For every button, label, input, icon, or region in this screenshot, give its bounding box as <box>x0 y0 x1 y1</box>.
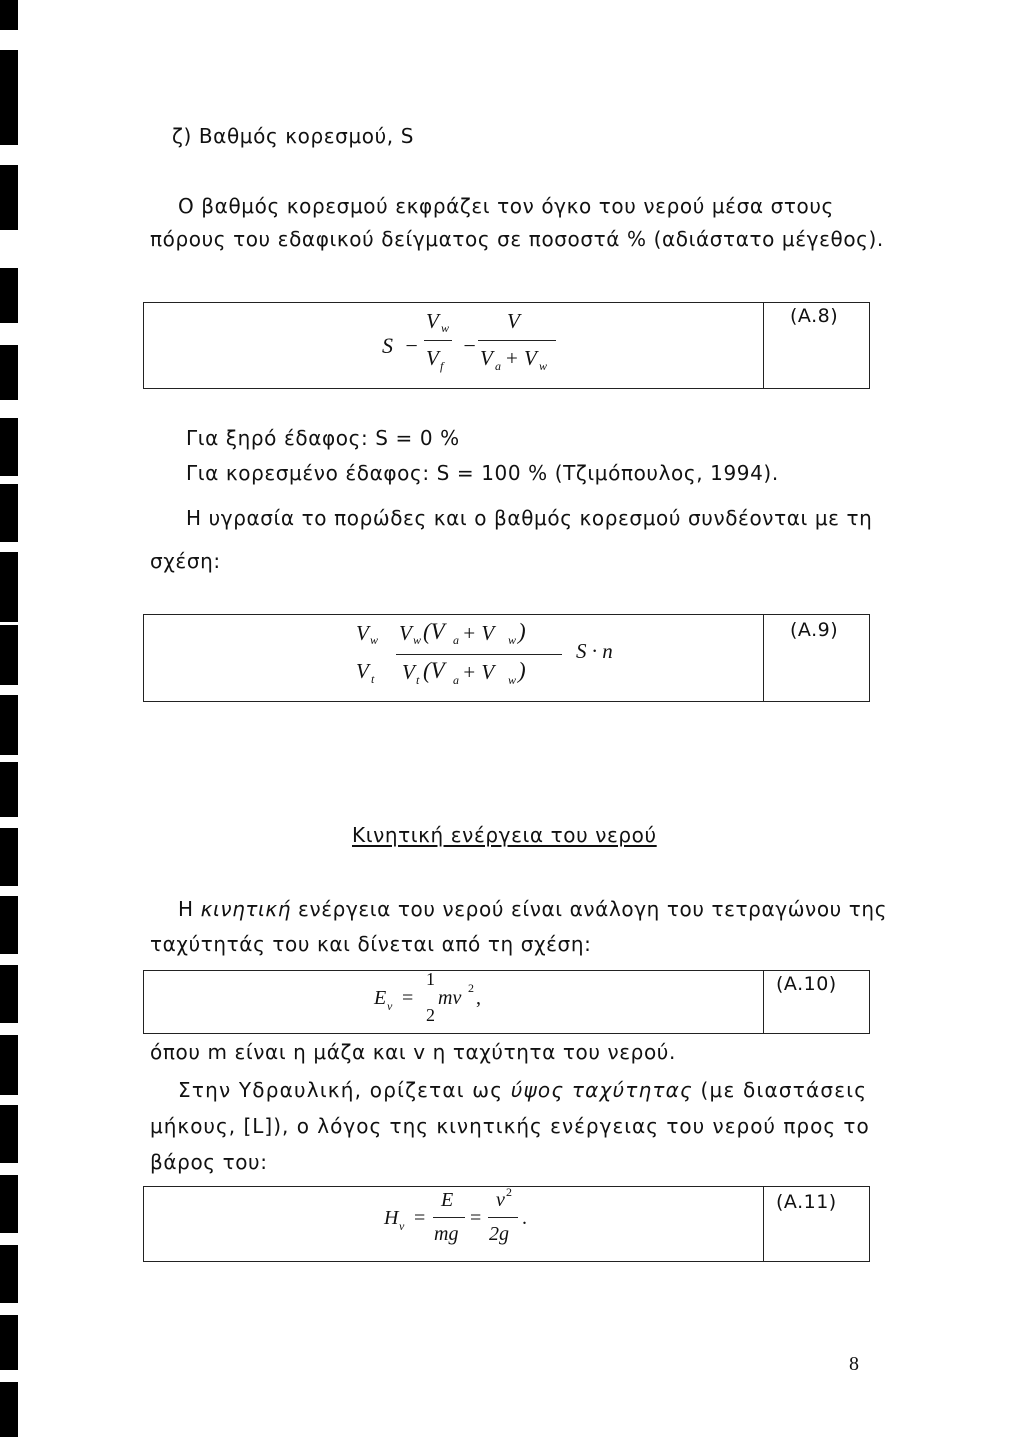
scan-edge-mark <box>0 896 18 954</box>
text-run <box>564 1078 572 1102</box>
eq-symbol: V <box>402 660 415 684</box>
page-number: 8 <box>849 1353 859 1375</box>
text-run: ενέργεια του νερού είναι ανάλογη του τετραγώνου της <box>291 897 888 921</box>
scan-edge-mark <box>0 1105 18 1163</box>
eq-symbol: − <box>462 333 477 358</box>
text-run: Η <box>178 897 201 921</box>
eq-symbol: ) <box>518 619 526 644</box>
eq-symbol: V <box>356 659 369 683</box>
eq-symbol: t <box>371 672 375 686</box>
eq-symbol: (V <box>423 658 445 683</box>
paragraph-line: σχέση: <box>150 549 221 573</box>
eq-symbol: , <box>476 987 481 1009</box>
eq-symbol: V <box>507 309 520 333</box>
eq-symbol: 2 <box>468 981 474 995</box>
paragraph-line: Ο βαθμός κορεσμού εκφράζει τον όγκο του νερού μέσα στους <box>178 194 834 218</box>
eq-symbol: (V <box>423 619 445 644</box>
equation-number: (A.11) <box>776 1191 837 1213</box>
eq-symbol: − <box>404 333 419 358</box>
paragraph-line: βάρος του: <box>150 1150 268 1174</box>
eq-symbol: v <box>399 1219 405 1233</box>
scan-edge-mark <box>0 484 18 542</box>
eq-symbol: H <box>384 1207 399 1229</box>
scan-edge-mark <box>0 625 18 685</box>
equation-number: (A.9) <box>790 619 839 641</box>
scan-edge-mark <box>0 695 18 755</box>
eq-symbol: = <box>414 1207 426 1229</box>
equation-box-A10 <box>143 970 870 1034</box>
scan-edge-mark <box>0 552 18 622</box>
eq-symbol: w <box>508 633 517 647</box>
eq-symbol: S <box>382 333 393 358</box>
eq-symbol: + V <box>462 660 495 684</box>
equation-number: (A.10) <box>776 973 837 995</box>
paragraph-line: ταχύτητάς του και δίνεται από τη σχέση: <box>150 932 592 956</box>
eq-symbol: a <box>495 359 501 373</box>
eq-symbol: V <box>524 346 537 370</box>
scan-edge-mark <box>0 418 18 476</box>
scan-edge-mark <box>0 965 18 1023</box>
italic-term: ύψος <box>510 1078 565 1102</box>
section-title: ζ) Βαθμός κορεσμού, S <box>172 124 414 148</box>
equation-box-A8 <box>143 302 870 389</box>
eq-symbol: t <box>416 673 420 687</box>
scan-edge-mark <box>0 50 18 145</box>
scan-edge-mark <box>0 1035 18 1095</box>
italic-term: κινητική <box>200 897 292 921</box>
eq-symbol: ) <box>518 658 526 683</box>
eq-symbol: 2 <box>426 1005 435 1025</box>
eq-symbol: a <box>453 633 459 647</box>
scan-edge-mark <box>0 828 18 886</box>
scan-edge-mark <box>0 762 18 817</box>
eq-symbol: = <box>470 1207 482 1229</box>
scan-edge-mark <box>0 0 18 30</box>
eq-symbol: mg <box>434 1223 459 1245</box>
eq-symbol: w <box>413 633 422 647</box>
paragraph-line: όπου m είναι η μάζα και v η ταχύτητα του νερού. <box>150 1040 676 1064</box>
eq-symbol: v <box>496 1189 505 1211</box>
paragraph-line: μήκους, [L]), ο λόγος της κινητικής ενέργειας του νερού προς το <box>150 1114 870 1138</box>
eq-symbol: v <box>387 999 393 1013</box>
equation-box-A9 <box>143 614 870 702</box>
eq-symbol: V <box>356 621 369 645</box>
eq-symbol: = <box>402 987 414 1009</box>
scan-edge-mark <box>0 268 18 323</box>
paragraph-line <box>178 897 887 921</box>
eq-symbol: . <box>522 1207 527 1229</box>
dry-soil-line: Για ξηρό έδαφος: S = 0 % <box>186 426 460 450</box>
italic-term: ταχύτητας <box>571 1078 693 1102</box>
section-heading: Κινητική ενέργεια του νερού <box>352 823 657 847</box>
scan-edge-mark <box>0 1175 18 1233</box>
eq-symbol: V <box>426 346 439 370</box>
eq-symbol: w <box>508 673 517 687</box>
scan-edge-mark <box>0 165 18 230</box>
eq-symbol: 1 <box>426 969 435 989</box>
scan-edge-mark <box>0 345 18 400</box>
scan-edge-mark <box>0 1315 18 1370</box>
eq-symbol: S · n <box>576 639 613 663</box>
text-run: (με διαστάσεις <box>693 1078 868 1102</box>
eq-symbol: + <box>506 346 518 370</box>
eq-symbol: 2g <box>489 1223 509 1245</box>
paragraph-line: Η υγρασία το πορώδες και ο βαθμός κορεσμού συνδέονται με τη <box>186 506 873 530</box>
eq-symbol: V <box>426 309 439 333</box>
equation-box-A11 <box>143 1186 870 1262</box>
paragraph-line: πόρους του εδαφικού δείγματος σε ποσοστά % (αδιάστατο μέγεθος). <box>150 227 884 251</box>
eq-symbol: E <box>441 1189 454 1211</box>
equation-number: (A.8) <box>790 305 839 327</box>
scan-edge-mark <box>0 1245 18 1303</box>
eq-symbol: + V <box>462 621 495 645</box>
scan-edge-mark <box>0 1382 18 1437</box>
text-run: Στην Υδραυλική, ορίζεται ως <box>178 1078 511 1102</box>
eq-symbol: V <box>480 346 493 370</box>
paragraph-line <box>178 1078 867 1102</box>
eq-symbol: w <box>441 321 450 335</box>
eq-symbol: 2 <box>506 1185 512 1199</box>
eq-symbol: f <box>440 359 444 373</box>
eq-symbol: E <box>374 987 387 1009</box>
eq-symbol: mv <box>438 987 462 1009</box>
eq-symbol: w <box>539 359 548 373</box>
eq-symbol: w <box>370 633 379 647</box>
eq-symbol: V <box>399 621 412 645</box>
eq-symbol: a <box>453 673 459 687</box>
saturated-soil-line: Για κορεσμένο έδαφος: S = 100 % (Τζιμόπουλος, 1994). <box>186 461 779 485</box>
